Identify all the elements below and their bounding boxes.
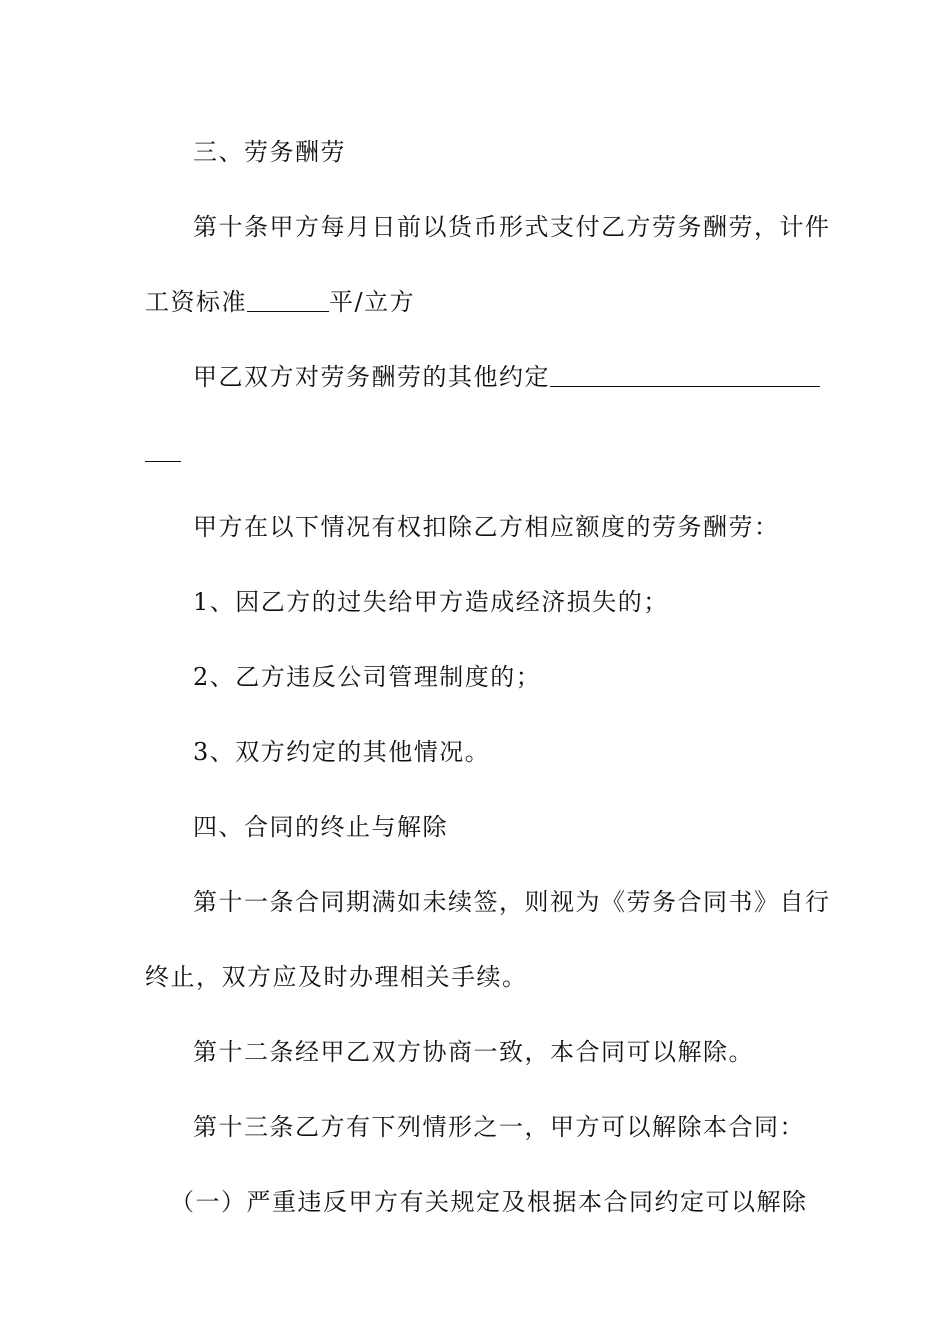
other-agreement-line [0,357,950,397]
list-item-text: 1、因乙方的过失给甲方造成经济损失的； [193,588,669,616]
section-heading-remuneration [0,132,950,172]
list-item-text: 3、双方约定的其他情况。 [193,738,491,766]
clause-10-line-2 [0,282,950,322]
clause-13 [0,1107,950,1147]
heading-text: 四、合同的终止与解除 [193,813,448,841]
clause-13-item-1 [0,1182,950,1222]
deduction-intro [0,507,950,547]
fill-in-blank [550,360,820,387]
heading-text: 三、劳务酬劳 [193,138,346,166]
clause-10-line-1 [0,207,950,247]
clause-text: 工资标准 [145,288,247,316]
clause-11-line-1 [0,882,950,922]
clause-text: 第十一条合同期满如未续签，则视为《劳务合同书》自行 [193,888,831,916]
fill-in-blank [247,285,329,312]
fill-in-blank [145,435,181,462]
clause-text: 第十条甲方每月日前以货币形式支付乙方劳务酬劳，计件 [193,213,831,241]
deduction-item-1 [0,582,950,622]
paragraph-text: 甲乙双方对劳务酬劳的其他约定 [193,363,550,391]
clause-12 [0,1032,950,1072]
list-item-text: （一）严重违反甲方有关规定及根据本合同约定可以解除 [170,1188,808,1216]
deduction-item-2 [0,657,950,697]
deduction-item-3 [0,732,950,772]
clause-text: 第十三条乙方有下列情形之一，甲方可以解除本合同： [193,1113,805,1141]
other-agreement-line-2 [0,432,950,472]
clause-text: 平/立方 [329,288,416,316]
clause-text: 终止，双方应及时办理相关手续。 [145,963,528,991]
list-item-text: 2、乙方违反公司管理制度的； [193,663,542,691]
clause-11-line-2 [0,957,950,997]
paragraph-text: 甲方在以下情况有权扣除乙方相应额度的劳务酬劳： [193,513,780,541]
section-heading-termination [0,807,950,847]
clause-text: 第十二条经甲乙双方协商一致，本合同可以解除。 [193,1038,754,1066]
